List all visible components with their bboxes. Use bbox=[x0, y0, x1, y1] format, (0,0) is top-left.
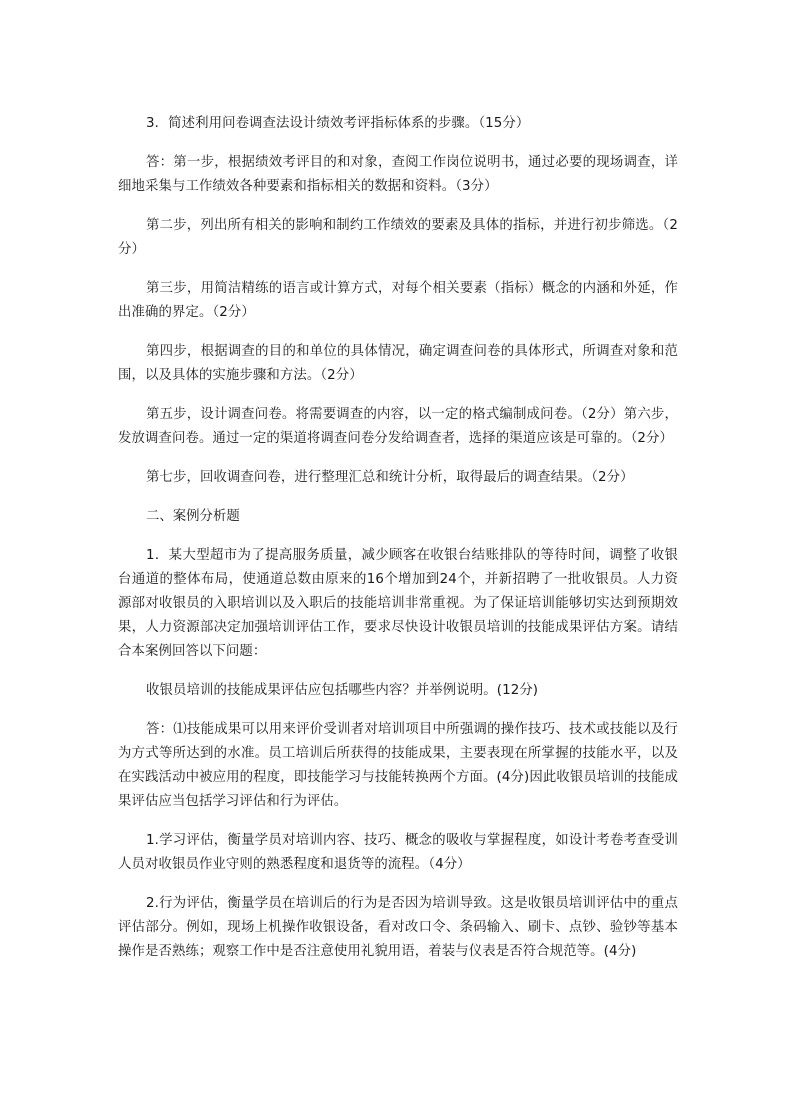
case-1-description: 1．某大型超市为了提高服务质量，减少顾客在收银台结账排队的等待时间，调整了收银台通道的整体布局，使通道总数由原来的16个增加到24个，并新招聘了一批收银员。人力资源部对收银员的入职培训以及入职后的技能培训非常重视。为了保证培训能够切实达到预期效果，人力资源部决定加强培训评估工作，要求尽快设计收银员培训的技能成果评估方案。请结合本案例回答以下问题： bbox=[118, 548, 678, 659]
answer-step-1: 答：第一步，根据绩效考评目的和对象，查阅工作岗位说明书，通过必要的现场调查，详细地采集与工作绩效各种要素和指标相关的数据和资料。（3分） bbox=[118, 155, 678, 194]
answer-step-5-6: 第五步，设计调查问卷。将需要调查的内容，以一定的格式编制成问卷。（2分）第六步，发放调查问卷。通过一定的渠道将调查问卷分发给调查者，选择的渠道应该是可靠的。（2分） bbox=[118, 407, 678, 446]
answer-step-4: 第四步，根据调查的目的和单位的具体情况，确定调查问卷的具体形式，所调查对象和范围，以及具体的实施步骤和方法。（2分） bbox=[118, 344, 678, 383]
case-1-point-1: 1.学习评估，衡量学员对培训内容、技巧、概念的吸收与掌握程度，如设计考卷考查受训人员对收银员作业守则的熟悉程度和退货等的流程。（4分） bbox=[118, 833, 678, 872]
answer-step-2: 第二步，列出所有相关的影响和制约工作绩效的要素及具体的指标，并进行初步筛选。（2分） bbox=[118, 218, 678, 257]
answer-step-3: 第三步，用简洁精练的语言或计算方式，对每个相关要素（指标）概念的内涵和外延，作出准确的界定。（2分） bbox=[118, 281, 678, 320]
document-page bbox=[118, 112, 678, 979]
case-1-point-2: 2.行为评估，衡量学员在培训后的行为是否因为培训导致。这是收银员培训评估中的重点评估部分。例如，现场上机操作收银设备，看对改口令、条码输入、刷卡、点钞、验钞等基本操作是否熟练；观察工作中是否注意使用礼貌用语，着装与仪表是否符合规范等。(4分) bbox=[118, 896, 678, 959]
case-1-question: 收银员培训的技能成果评估应包括哪些内容？并举例说明。(12分) bbox=[146, 683, 539, 698]
question-3-title: 3．简述利用问卷调查法设计绩效考评指标体系的步骤。（15分） bbox=[146, 116, 530, 131]
answer-step-7: 第七步，回收调查问卷，进行整理汇总和统计分析，取得最后的调查结果。（2分） bbox=[146, 470, 634, 485]
case-1-answer: 答：⑴技能成果可以用来评价受训者对培训项目中所强调的操作技巧、技术或技能以及行为方式等所达到的水准。员工培训后所获得的技能成果，主要表现在所掌握的技能水平，以及在实践活动中被应用的程度，即技能学习与技能转换两个方面。(4分)因此收银员培训的技能成果评估应当包括学习评估和行为评估。 bbox=[118, 722, 678, 809]
section-2-heading: 二、案例分析题 bbox=[146, 509, 240, 524]
